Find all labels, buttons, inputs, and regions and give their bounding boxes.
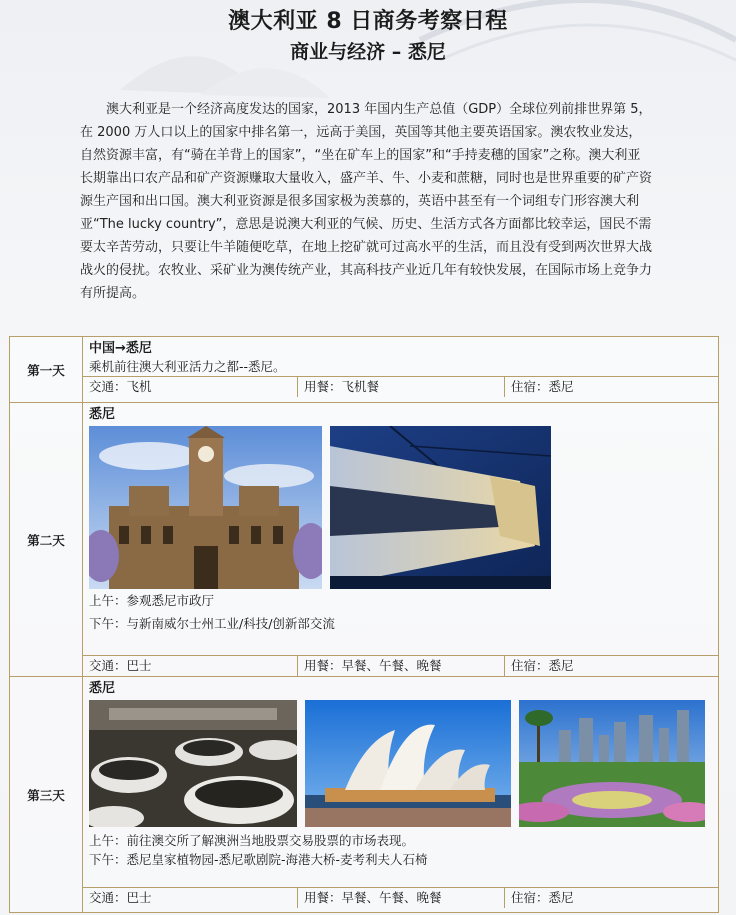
day-label: 第三天 xyxy=(10,677,83,913)
day-activity: 上午：前往澳交所了解澳洲当地股票交易股票的市场表现。 xyxy=(89,833,415,848)
day-content xyxy=(83,403,719,677)
transport-info: 交通：巴士 xyxy=(83,888,298,908)
day-activity: 下午：悉尼皇家植物园-悉尼歌剧院-海港大桥-麦考利夫人石椅 xyxy=(89,852,428,867)
day-row xyxy=(10,677,719,913)
botanic-garden-photo xyxy=(519,700,705,827)
photo-strip xyxy=(83,697,718,829)
stock-exchange-photo xyxy=(89,700,297,827)
intro-paragraph: 澳大利亚是一个经济高度发达的国家，2013 年国内生产总值（GDP）全球位列前排世界第 5，在 2000 万人口以上的国家中排名第一，远高于美国，英国等其他主要英语国家。澳农牧业发达，自然资源丰富，有“骑在羊背上的国家”，“坐在矿车上的国家”和“手持麦穗的国家”之称。澳大利亚长期靠出口农产品和矿产资源赚取大量收入，盛产羊、牛、小麦和蔗糖，同时也是世界重要的矿产资源生产国和出口国。澳大利亚资源是很多国家极为羡慕的，英语中甚至有一个词组专门形容澳大利亚“The lucky country”，意思是说澳大利亚的气候、历史、生活方式各方面都比较幸运，国民不需要太辛苦劳动，只要让牛羊随便吃草，在地上挖矿就可过高水平的生活，而且没有受到两次世界大战战火的侵扰。农牧业、采矿业为澳传统产业，其高科技产业近几年有较快发展，在国际市场上竞争力有所提高。 xyxy=(80,102,653,301)
day-row xyxy=(10,337,719,403)
meals-info: 用餐：早餐、午餐、晚餐 xyxy=(298,656,505,676)
day-footer xyxy=(83,376,718,397)
meals-info: 用餐：飞机餐 xyxy=(298,377,505,397)
day-content xyxy=(83,337,719,403)
lodging-info: 住宿：悉尼 xyxy=(511,379,574,394)
page-title: 澳大利亚 8 日商务考察日程 xyxy=(228,9,508,34)
lodging-info: 住宿：悉尼 xyxy=(511,890,574,905)
day-content xyxy=(83,677,719,913)
day-footer xyxy=(83,887,718,908)
transport-info: 交通：巴士 xyxy=(83,656,298,676)
page-header xyxy=(0,6,736,66)
day-row xyxy=(10,403,719,677)
transport-info: 交通：飞机 xyxy=(83,377,298,397)
day-route: 悉尼 xyxy=(89,407,116,422)
opera-house-photo xyxy=(305,700,511,827)
schedule-table xyxy=(9,336,719,913)
lodging-info: 住宿：悉尼 xyxy=(511,658,574,673)
page-subtitle: 商业与经济 – 悉尼 xyxy=(290,41,446,63)
day-footer xyxy=(83,655,718,676)
photo-strip xyxy=(83,423,718,591)
day-label: 第一天 xyxy=(10,337,83,403)
train-photo xyxy=(330,426,551,589)
town-hall-photo xyxy=(89,426,322,589)
day-activity: 上午：参观悉尼市政厅 xyxy=(89,593,215,608)
day-label: 第二天 xyxy=(10,403,83,677)
day-activity: 下午：与新南威尔士州工业/科技/创新部交流 xyxy=(89,616,335,631)
day-route: 悉尼 xyxy=(89,681,116,696)
day-route: 中国→悉尼 xyxy=(89,341,152,356)
meals-info: 用餐：早餐、午餐、晚餐 xyxy=(298,888,505,908)
day-activity: 乘机前往澳大利亚活力之都--悉尼。 xyxy=(89,359,286,374)
